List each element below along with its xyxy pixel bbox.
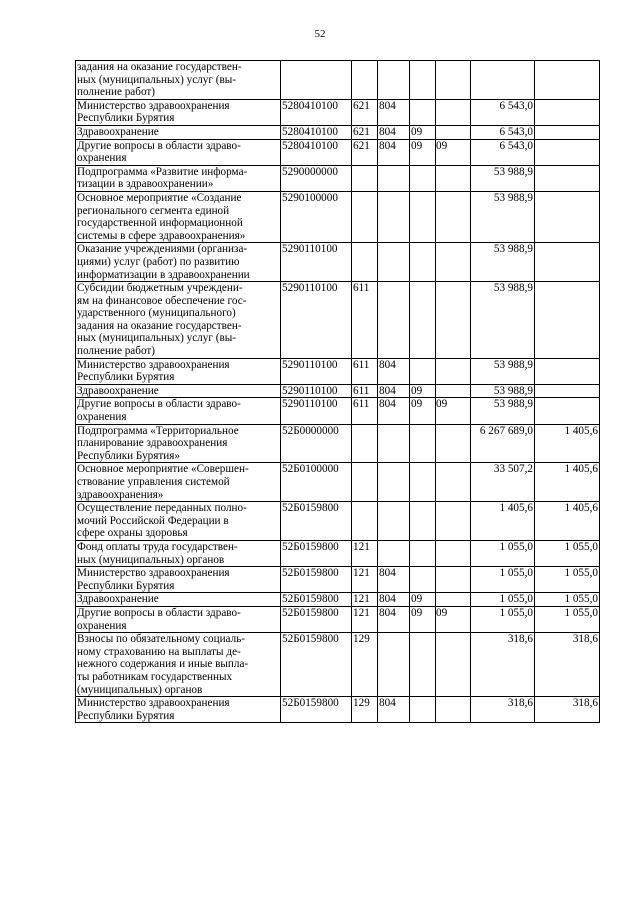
row-section [410,191,436,242]
row-section [410,633,436,697]
row-code: 52Б0000000 [281,424,352,463]
table-row [76,61,600,100]
row-section [410,358,436,384]
row-name: Осуществление переданных полно- мочий Российской Федерации в сфере охраны здоровья [76,502,281,541]
row-sum-total: 53 988,9 [471,358,535,384]
row-code: 5290000000 [281,165,352,191]
row-sum-total [471,61,535,100]
row-section [410,540,436,566]
row-ministry-code [378,424,410,463]
table-row [76,697,600,723]
row-name: задания на оказание государствен- ных (муниципальных) услуг (вы- полнение работ) [76,61,281,100]
table-row [76,606,600,632]
row-ministry-code: 804 [378,139,410,165]
table-row [76,165,600,191]
row-sum-total: 6 267 689,0 [471,424,535,463]
row-subsection [436,502,471,541]
row-code: 52Б0159800 [281,633,352,697]
row-sum-total: 1 055,0 [471,606,535,632]
row-section: 09 [410,606,436,632]
row-subsection [436,282,471,359]
row-sum-federal [535,384,600,398]
row-code: 5280410100 [281,139,352,165]
row-name: Здравоохранение [76,384,281,398]
row-sum-federal [535,61,600,100]
row-ministry-code [378,540,410,566]
row-subsection [436,384,471,398]
row-expense-type: 611 [352,358,378,384]
row-name: Другие вопросы в области здраво- охранения [76,398,281,424]
row-name: Фонд оплаты труда государствен- ных (муниципальных) органов [76,540,281,566]
row-subsection [436,165,471,191]
row-sum-total: 53 988,9 [471,384,535,398]
row-subsection [436,593,471,607]
row-sum-federal [535,398,600,424]
row-expense-type: 121 [352,540,378,566]
row-subsection: 09 [436,398,471,424]
row-section [410,697,436,723]
row-name: Подпрограмма «Развитие информа- тизации в здравоохранении» [76,165,281,191]
row-sum-total: 1 055,0 [471,567,535,593]
row-sum-total: 53 988,9 [471,191,535,242]
row-name: Другие вопросы в области здраво- охранения [76,606,281,632]
row-code: 52Б0159800 [281,502,352,541]
row-code: 52Б0159800 [281,593,352,607]
row-expense-type: 129 [352,633,378,697]
row-sum-federal [535,165,600,191]
row-sum-total: 53 988,9 [471,398,535,424]
row-sum-total: 53 988,9 [471,243,535,282]
row-expense-type: 121 [352,567,378,593]
row-code: 52Б0159800 [281,697,352,723]
row-expense-type: 611 [352,282,378,359]
row-section [410,165,436,191]
row-name: Министерство здравоохранения Республики Бурятия [76,99,281,125]
row-ministry-code [378,502,410,541]
row-sum-total: 318,6 [471,633,535,697]
page-number: 52 [314,28,326,40]
table-row [76,125,600,139]
row-name: Основное мероприятие «Создание регионального сегмента единой государственной информационной системы в сфере здравоохранения» [76,191,281,242]
row-code: 52Б0159800 [281,606,352,632]
row-ministry-code [378,633,410,697]
row-name: Министерство здравоохранения Республики Бурятия [76,697,281,723]
table-row [76,424,600,463]
row-expense-type: 121 [352,593,378,607]
row-ministry-code [378,165,410,191]
row-code: 5290110100 [281,282,352,359]
row-sum-total: 53 988,9 [471,165,535,191]
row-section [410,502,436,541]
row-sum-federal: 1 405,6 [535,424,600,463]
row-ministry-code: 804 [378,567,410,593]
row-sum-federal: 1 055,0 [535,567,600,593]
table-row [76,384,600,398]
row-code: 5280410100 [281,99,352,125]
row-sum-federal: 1 055,0 [535,593,600,607]
row-code: 5280410100 [281,125,352,139]
row-expense-type: 129 [352,697,378,723]
row-sum-federal: 318,6 [535,697,600,723]
row-section [410,61,436,100]
row-sum-federal: 318,6 [535,633,600,697]
table-row [76,502,600,541]
table-row [76,540,600,566]
row-subsection: 09 [436,139,471,165]
row-subsection: 09 [436,606,471,632]
table-row [76,398,600,424]
row-expense-type: 121 [352,606,378,632]
row-ministry-code [378,61,410,100]
table-row [76,567,600,593]
row-ministry-code [378,191,410,242]
row-subsection [436,191,471,242]
row-expense-type [352,243,378,282]
row-sum-federal [535,125,600,139]
row-subsection [436,424,471,463]
row-name: Основное мероприятие «Совершен- ствование управления системой здравоохранения» [76,463,281,502]
row-ministry-code: 804 [378,697,410,723]
row-name: Подпрограмма «Территориальное планирование здравоохранения Республики Бурятия» [76,424,281,463]
row-ministry-code: 804 [378,125,410,139]
row-ministry-code [378,243,410,282]
row-sum-federal: 1 055,0 [535,606,600,632]
table-row [76,139,600,165]
row-section: 09 [410,125,436,139]
table-row [76,358,600,384]
row-sum-federal [535,191,600,242]
row-sum-total: 6 543,0 [471,99,535,125]
row-expense-type: 621 [352,99,378,125]
row-expense-type: 621 [352,139,378,165]
table-row [76,633,600,697]
row-ministry-code [378,463,410,502]
row-expense-type: 621 [352,125,378,139]
row-ministry-code: 804 [378,606,410,632]
row-section: 09 [410,398,436,424]
row-code: 52Б0159800 [281,540,352,566]
table-row [76,99,600,125]
row-subsection [436,463,471,502]
row-sum-federal: 1 055,0 [535,540,600,566]
row-ministry-code: 804 [378,384,410,398]
row-subsection [436,243,471,282]
row-ministry-code: 804 [378,593,410,607]
row-code: 5290100000 [281,191,352,242]
row-expense-type: 611 [352,398,378,424]
row-name: Оказание учреждениями (организа- циями) услуг (работ) по развитию информатизации в здравоохранении [76,243,281,282]
row-sum-federal: 1 405,6 [535,502,600,541]
row-expense-type [352,191,378,242]
table-row [76,593,600,607]
row-expense-type [352,502,378,541]
row-section [410,243,436,282]
row-section [410,99,436,125]
row-name: Здравоохранение [76,593,281,607]
row-sum-federal [535,358,600,384]
row-name: Другие вопросы в области здраво- охранения [76,139,281,165]
table-row [76,191,600,242]
row-name: Министерство здравоохранения Республики Бурятия [76,567,281,593]
table-row [76,243,600,282]
row-sum-federal: 1 405,6 [535,463,600,502]
row-section [410,463,436,502]
row-sum-total: 53 988,9 [471,282,535,359]
row-expense-type: 611 [352,384,378,398]
row-expense-type [352,463,378,502]
row-sum-total: 1 055,0 [471,540,535,566]
row-code: 5290110100 [281,398,352,424]
row-sum-federal [535,99,600,125]
table-row [76,282,600,359]
row-sum-federal [535,282,600,359]
row-section: 09 [410,384,436,398]
row-section: 09 [410,593,436,607]
row-expense-type [352,424,378,463]
row-sum-total: 33 507,2 [471,463,535,502]
row-sum-total: 318,6 [471,697,535,723]
row-sum-total: 6 543,0 [471,139,535,165]
row-ministry-code: 804 [378,358,410,384]
row-subsection [436,99,471,125]
table-row [76,463,600,502]
row-name: Здравоохранение [76,125,281,139]
row-name: Министерство здравоохранения Республики Бурятия [76,358,281,384]
row-subsection [436,567,471,593]
row-code: 5290110100 [281,243,352,282]
row-code: 52Б0100000 [281,463,352,502]
row-name: Субсидии бюджетным учреждени- ям на финансовое обеспечение гос- ударственного (муниципального) задания на оказание государствен- ных (муниципальных) услуг (вы- полнение работ) [76,282,281,359]
row-sum-federal [535,139,600,165]
row-section [410,424,436,463]
row-sum-total: 1 405,6 [471,502,535,541]
row-code [281,61,352,100]
row-code: 52Б0159800 [281,567,352,593]
row-subsection [436,125,471,139]
row-ministry-code [378,282,410,359]
row-subsection [436,61,471,100]
row-sum-federal [535,243,600,282]
row-subsection [436,697,471,723]
row-subsection [436,358,471,384]
row-sum-total: 1 055,0 [471,593,535,607]
row-ministry-code: 804 [378,398,410,424]
row-sum-total: 6 543,0 [471,125,535,139]
row-code: 5290110100 [281,384,352,398]
row-subsection [436,633,471,697]
row-section [410,282,436,359]
row-name: Взносы по обязательному социаль- ному страхованию на выплаты де- нежного содержания и иные выпла- ты работникам государственных (муниципальных) органов [76,633,281,697]
row-section: 09 [410,139,436,165]
budget-table [75,60,600,723]
row-expense-type [352,165,378,191]
row-code: 5290110100 [281,358,352,384]
table-body [76,61,600,723]
row-subsection [436,540,471,566]
row-ministry-code: 804 [378,99,410,125]
row-expense-type [352,61,378,100]
row-section [410,567,436,593]
